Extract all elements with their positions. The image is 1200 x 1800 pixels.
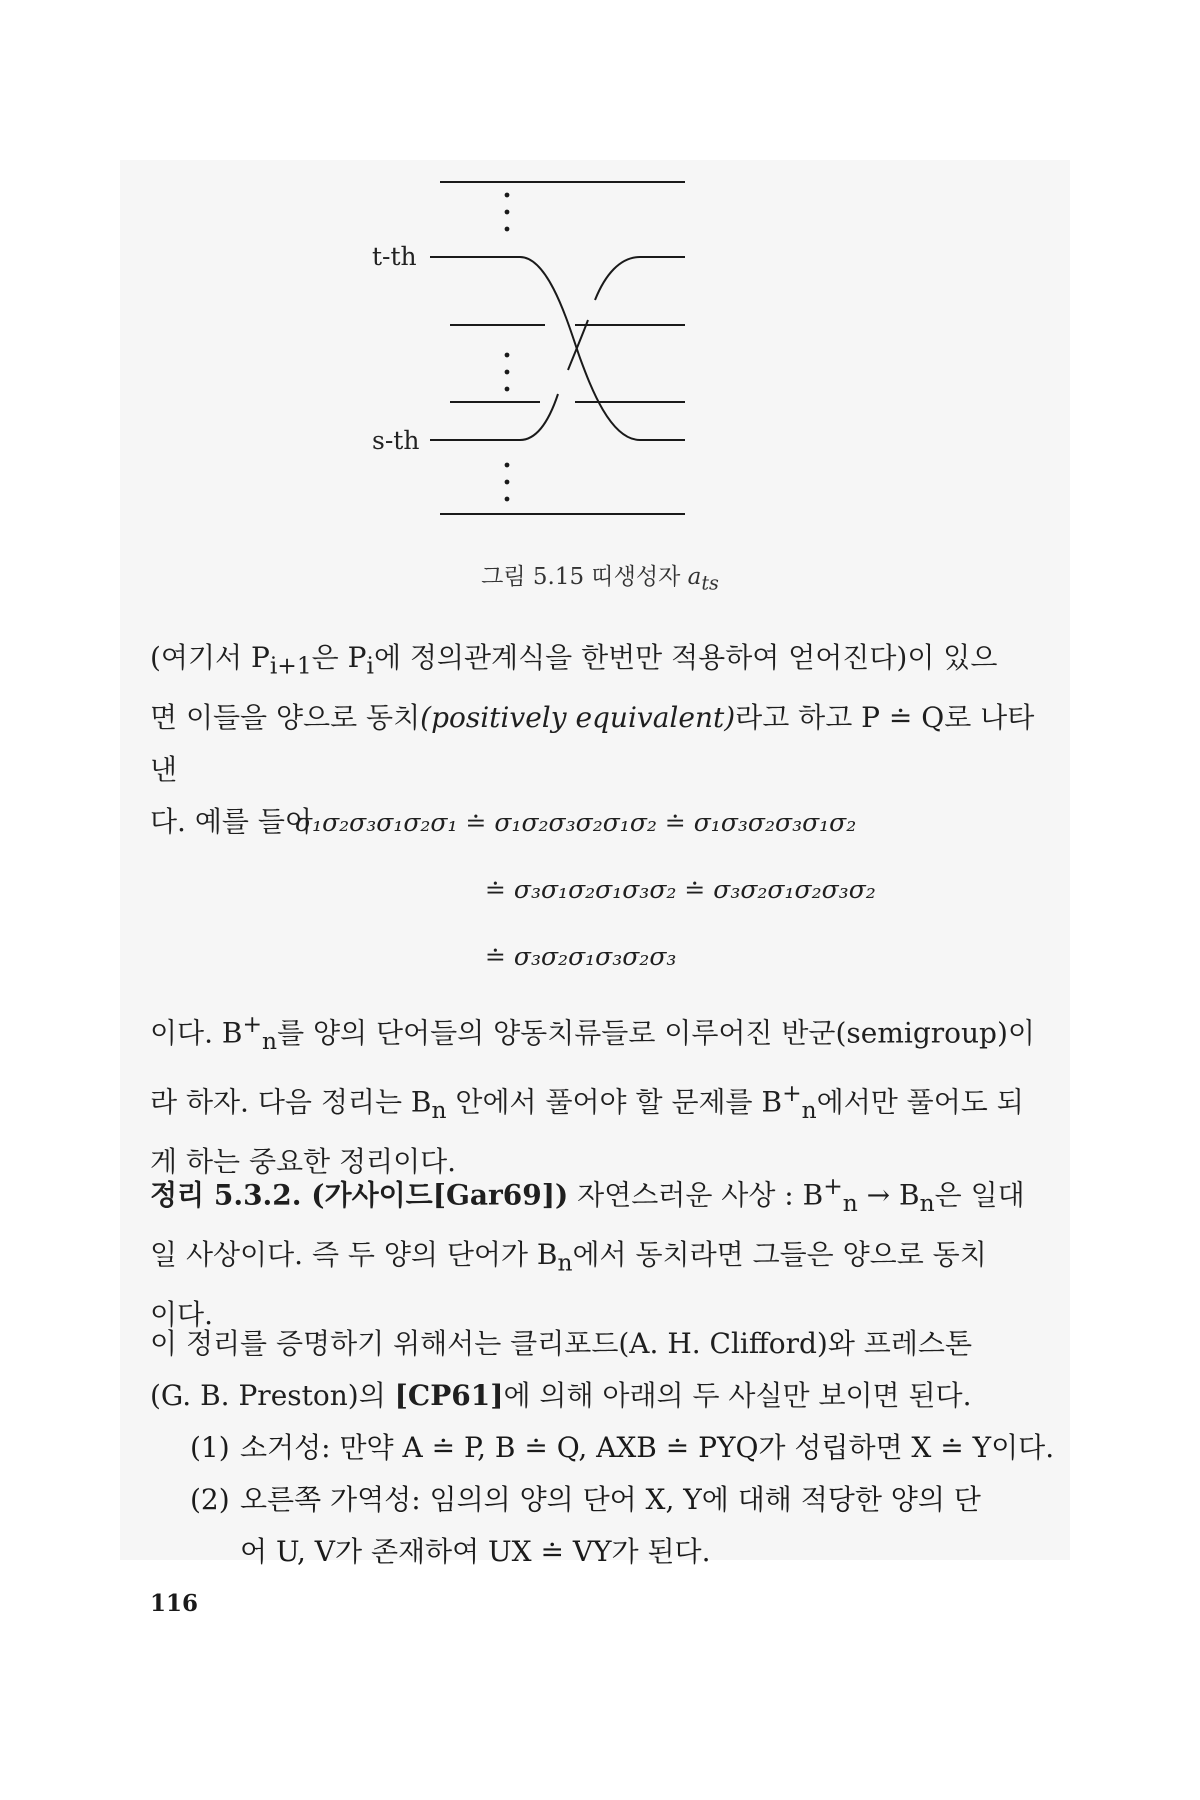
theorem-5-3-2 (150, 1160, 1050, 1341)
theorem-heading: 정리 5.3.2. (가사이드[Gar69]) (150, 1178, 569, 1212)
paragraph-line: 일 사상이다. 즉 두 양의 단어가 $B_n$에서 동치라면 그들은 양으로 동치 (150, 1237, 987, 1277)
figure-caption (0, 558, 1200, 595)
caption-text: 그림 5.15 띠생성자 (481, 564, 681, 590)
equation-line-2: ≐ σ₃σ₁σ₂σ₁σ₃σ₂ ≐ σ₃σ₂σ₁σ₂σ₃σ₂ (485, 875, 876, 904)
equation-lhs: σ₁σ₂σ₃σ₁σ₂σ₁ (295, 808, 458, 837)
s-th-label: s-th (372, 426, 420, 455)
list-number: (1) (190, 1431, 230, 1464)
list-item-cancellation (190, 1422, 1070, 1474)
equation-rhs: ≐ σ₁σ₂σ₃σ₂σ₁σ₂ ≐ σ₁σ₃σ₂σ₃σ₁σ₂ (465, 808, 857, 837)
paragraph-line: 면 이들을 양으로 동치(positively equivalent)라고 하고 P ≐ Q로 나타낸 (150, 700, 1035, 786)
strand-t-crossing (430, 257, 685, 440)
braid-diagram (380, 180, 800, 520)
paragraph-proof-intro (150, 1318, 1050, 1422)
list-item-right-reversibility (190, 1474, 1070, 1526)
caption-subscript: ts (701, 571, 719, 595)
paragraph-line: 게 하는 중요한 정리이다. (150, 1144, 457, 1178)
strand-s-crossing (430, 257, 685, 440)
paragraph-line: 이다. (150, 1297, 213, 1331)
paragraph-line: 라 하자. 다음 정리는 $B_n$ 안에서 풀어야 할 문제를 $B^+_n$에서만 풀어도 되 (150, 1078, 1024, 1124)
equation-line-3: ≐ σ₃σ₂σ₁σ₃σ₂σ₃ (485, 942, 677, 971)
paragraph-line: 이 정리를 증명하기 위해서는 클리포드(A. H. Clifford)와 프레스톤 (150, 1327, 972, 1360)
paragraph-line: 다. 예를 들어 (150, 804, 312, 838)
list-text: 오른쪽 가역성: 임의의 양의 단어 X, Y에 대해 적당한 양의 단 (240, 1483, 981, 1516)
page-number: 116 (150, 1590, 199, 1617)
list-number: (2) (190, 1483, 230, 1516)
list-item-continuation (190, 1526, 1070, 1578)
t-th-label: t-th (372, 242, 417, 271)
caption-symbol: a (687, 564, 702, 590)
paragraph-line: 정리 5.3.2. (가사이드[Gar69]) 자연스러운 사상 : $B^+_n \to B_n$은 일대 (150, 1172, 1025, 1217)
list-text: 어 U, V가 존재하여 UX ≐ VY가 된다. (240, 1535, 711, 1568)
paragraph-line: (여기서 $P_{i+1}$은 $P_i$에 정의관계식을 한번만 적용하여 얻어진다)이 있으 (150, 641, 998, 680)
equation-line-1 (295, 808, 856, 837)
list-text: 소거성: 만약 A ≐ P, B ≐ Q, AXB ≐ PYQ가 성립하면 X ≐ Y이다. (240, 1431, 1055, 1464)
braid-generator-figure (372, 180, 800, 580)
paragraph-line: 이다. $B^+_n$를 양의 단어들의 양동치류들로 이루어진 반군(semigroup)이 (150, 1010, 1035, 1055)
paragraph-line: (G. B. Preston)의 [CP61]에 의해 아래의 두 사실만 보이면 된다. (150, 1379, 972, 1412)
